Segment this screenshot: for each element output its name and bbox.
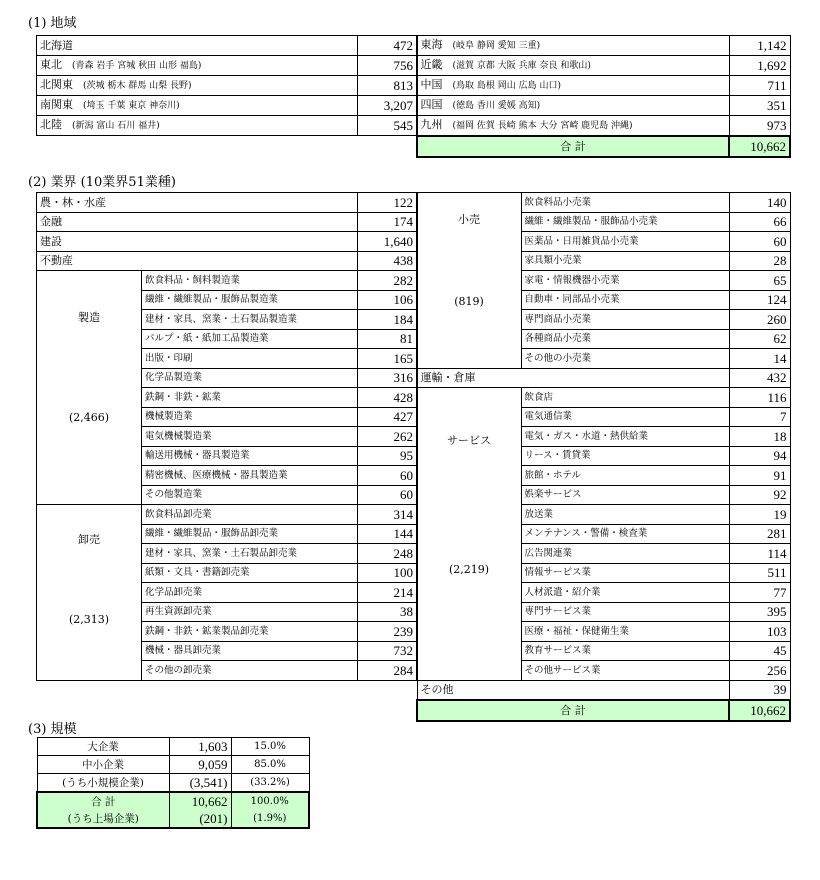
region-value: 3,207 <box>358 95 417 115</box>
region-right-row <box>417 56 790 76</box>
industry-table-right <box>416 192 791 722</box>
region-left-row <box>37 95 417 115</box>
region-right-label-cell <box>417 56 729 76</box>
region-value: 973 <box>729 116 790 137</box>
industry-value: 256 <box>729 661 790 681</box>
region-left-label-cell <box>37 55 358 75</box>
industry-subcategory: 自動車・同部品小売業 <box>521 290 729 310</box>
industry-value: 60 <box>358 485 417 505</box>
region-left-label-cell <box>37 36 358 56</box>
industry-value: 103 <box>729 622 790 642</box>
industry-subcategory: その他の卸売業 <box>142 661 358 681</box>
industry-value: 1,640 <box>358 232 417 252</box>
region-prefectures: (福岡 佐賀 長崎 熊本 大分 宮崎 鹿児島 沖縄) <box>452 121 633 131</box>
region-left-label-cell <box>37 95 358 115</box>
region-value: 545 <box>358 115 417 135</box>
industry-value: 114 <box>729 544 790 564</box>
industry-subcategory: 繊維・繊維製品・服飾品製造業 <box>142 290 358 310</box>
region-prefectures: (青森 岩手 宮城 秋田 山形 福島) <box>72 60 202 71</box>
industry-subcategory: 各種商品小売業 <box>521 329 729 349</box>
manufacturing-group-count: (2,466) <box>68 411 110 424</box>
industry-subcategory: 繊維・繊維製品・服飾品卸売業 <box>142 524 358 544</box>
section2-title: (2) 業界 (10業界51業種) <box>28 175 176 190</box>
industry-name: 建設 <box>37 232 358 252</box>
industry-value: 732 <box>358 641 417 661</box>
other-name: その他 <box>417 680 729 700</box>
region-name: 九州 <box>420 118 443 131</box>
industry-value: 174 <box>358 212 417 232</box>
region-name: 東海 <box>420 38 443 51</box>
region-prefectures: (岐阜 静岡 愛知 三重) <box>452 41 541 51</box>
industry-value: 140 <box>729 193 790 213</box>
region-table-right <box>416 35 791 158</box>
scale-row-large <box>37 738 309 756</box>
industry-value: 395 <box>729 602 790 622</box>
region-total-row <box>417 136 790 157</box>
industry-value: 122 <box>358 193 417 213</box>
industry-value: 260 <box>729 310 790 330</box>
region-value: 1,692 <box>729 56 790 76</box>
region-name: 南関東 <box>40 97 73 111</box>
industry-subcategory: 情報サービス業 <box>521 563 729 583</box>
industry-subcategory: 娯楽サービス <box>521 485 729 505</box>
section1-title: (1) 地域 <box>28 16 77 31</box>
region-prefectures: (埼玉 千葉 東京 神奈川) <box>83 100 180 111</box>
industry-value: 106 <box>358 290 417 310</box>
scale-large-pct: 15.0% <box>231 738 309 756</box>
region-prefectures: (鳥取 島根 岡山 広島 山口) <box>452 81 561 91</box>
industry-subcategory: 鉄鋼・非鉄・鉱業製品卸売業 <box>142 622 358 642</box>
industry-value: 18 <box>729 427 790 447</box>
region-left-row <box>37 36 417 56</box>
industry-value: 60 <box>358 466 417 486</box>
industry-subcategory: 飲食料品小売業 <box>521 193 729 213</box>
industry-subcategory: 化学品卸売業 <box>142 583 358 603</box>
industry-subcategory: 広告関連業 <box>521 544 729 564</box>
industry-value: 438 <box>358 251 417 271</box>
transport-value: 432 <box>729 368 790 388</box>
manufacturing-group-cell <box>37 271 142 505</box>
industry-subcategory: 繊維・繊維製品・服飾品小売業 <box>521 212 729 232</box>
industry-subcategory: 電気通信業 <box>521 407 729 427</box>
industry-value: 281 <box>729 524 790 544</box>
industry-value: 91 <box>729 466 790 486</box>
other-row <box>417 680 790 700</box>
industry-value: 184 <box>358 310 417 330</box>
industry-value: 282 <box>358 271 417 291</box>
region-left-label-cell <box>37 75 358 95</box>
industry-subcategory: 飲食料品・飼料製造業 <box>142 271 358 291</box>
region-right-row <box>417 96 790 116</box>
region-value: 351 <box>729 96 790 116</box>
industry-value: 284 <box>358 661 417 681</box>
industry-total-value: 10,662 <box>729 700 790 721</box>
industry-value: 428 <box>358 388 417 408</box>
industry-subcategory: 出版・印刷 <box>142 349 358 369</box>
industry-value: 94 <box>729 446 790 466</box>
wholesale-group-count: (2,313) <box>68 613 110 626</box>
transport-name: 運輸・倉庫 <box>417 368 729 388</box>
industry-value: 314 <box>358 505 417 525</box>
services-group-cell <box>417 388 521 681</box>
industry-subcategory: 飲食料品卸売業 <box>142 505 358 525</box>
scale-small-value: (3,541) <box>169 774 231 793</box>
services-row <box>417 388 790 408</box>
industry-name: 不動産 <box>37 251 358 271</box>
industry-row <box>37 193 417 213</box>
section3-title: (3) 規模 <box>28 722 77 737</box>
industry-subcategory: 人材派遣・紹介業 <box>521 583 729 603</box>
industry-row <box>37 232 417 252</box>
wholesale-group-cell <box>37 505 142 681</box>
scale-table <box>36 737 310 829</box>
region-table-left <box>36 35 417 136</box>
scale-total-value: 10,662 <box>169 792 231 810</box>
industry-name: 農・林・水産 <box>37 193 358 213</box>
retail-group-name: 小売 <box>458 213 480 226</box>
industry-value: 81 <box>358 329 417 349</box>
industry-subcategory: 化学品製造業 <box>142 368 358 388</box>
scale-listed-row <box>37 810 309 828</box>
industry-value: 7 <box>729 407 790 427</box>
industry-subcategory: 医療・福祉・保健衛生業 <box>521 622 729 642</box>
industry-subcategory: 医薬品・日用雑貨品小売業 <box>521 232 729 252</box>
industry-value: 511 <box>729 563 790 583</box>
region-left-row <box>37 75 417 95</box>
industry-value: 19 <box>729 505 790 525</box>
retail-row <box>417 193 790 213</box>
industry-value: 60 <box>729 232 790 252</box>
industry-subcategory: リース・賃貸業 <box>521 446 729 466</box>
industry-subcategory: その他サービス業 <box>521 661 729 681</box>
industry-subcategory: 教育サービス業 <box>521 641 729 661</box>
region-left-row <box>37 115 417 135</box>
region-right-row <box>417 116 790 137</box>
industry-name: 金融 <box>37 212 358 232</box>
scale-listed-pct: (1.9%) <box>231 810 309 828</box>
region-right-row <box>417 36 790 56</box>
industry-subcategory: 電気機械製造業 <box>142 427 358 447</box>
region-name: 近畿 <box>420 58 443 71</box>
industry-subcategory: 放送業 <box>521 505 729 525</box>
region-right-label-cell <box>417 76 729 96</box>
industry-subcategory: 専門サービス業 <box>521 602 729 622</box>
industry-value: 262 <box>358 427 417 447</box>
scale-sme-label: 中小企業 <box>37 756 169 774</box>
industry-subcategory: メンテナンス・警備・検査業 <box>521 524 729 544</box>
industry-subcategory: 専門商品小売業 <box>521 310 729 330</box>
scale-listed-label: (うち上場企業) <box>37 810 169 828</box>
scale-row-small <box>37 774 309 793</box>
industry-value: 248 <box>358 544 417 564</box>
industry-subcategory: 機械製造業 <box>142 407 358 427</box>
retail-group-cell <box>417 193 521 369</box>
scale-total-row <box>37 792 309 810</box>
industry-value: 45 <box>729 641 790 661</box>
region-name: 四国 <box>420 98 443 111</box>
scale-sme-value: 9,059 <box>169 756 231 774</box>
industry-subcategory: 鉄鋼・非鉄・鉱業 <box>142 388 358 408</box>
region-prefectures: (徳島 香川 愛媛 高知) <box>452 101 541 111</box>
industry-subcategory: 紙類・文具・書籍卸売業 <box>142 563 358 583</box>
industry-value: 14 <box>729 349 790 369</box>
region-name: 北陸 <box>40 117 62 131</box>
industry-table-left <box>36 192 417 681</box>
services-group-name: サービス <box>447 434 491 447</box>
industry-subcategory: 再生資源卸売業 <box>142 602 358 622</box>
region-name: 北海道 <box>40 38 73 52</box>
industry-subcategory: その他の小売業 <box>521 349 729 369</box>
region-name: 東北 <box>40 57 62 71</box>
industry-total-row <box>417 700 790 721</box>
industry-subcategory: 機械・器具卸売業 <box>142 641 358 661</box>
scale-row-sme <box>37 756 309 774</box>
scale-listed-value: (201) <box>169 810 231 828</box>
region-value: 1,142 <box>729 36 790 56</box>
industry-value: 427 <box>358 407 417 427</box>
region-right-label-cell <box>417 116 729 137</box>
region-value: 711 <box>729 76 790 96</box>
region-value: 756 <box>358 55 417 75</box>
industry-value: 28 <box>729 251 790 271</box>
scale-large-value: 1,603 <box>169 738 231 756</box>
region-right-row <box>417 76 790 96</box>
industry-value: 66 <box>729 212 790 232</box>
industry-value: 95 <box>358 446 417 466</box>
wholesale-group-name: 卸売 <box>78 533 100 546</box>
industry-value: 144 <box>358 524 417 544</box>
industry-subcategory: パルプ・紙・紙加工品製造業 <box>142 329 358 349</box>
industry-value: 214 <box>358 583 417 603</box>
industry-value: 62 <box>729 329 790 349</box>
region-name: 中国 <box>420 78 443 91</box>
region-value: 813 <box>358 75 417 95</box>
industry-value: 77 <box>729 583 790 603</box>
wholesale-row <box>37 505 417 525</box>
scale-small-label: (うち小規模企業) <box>37 774 169 793</box>
industry-total-label: 合 計 <box>417 700 729 721</box>
industry-value: 38 <box>358 602 417 622</box>
other-value: 39 <box>729 680 790 700</box>
region-total-label: 合 計 <box>417 136 729 157</box>
region-prefectures: (茨城 栃木 群馬 山梨 長野) <box>83 80 192 91</box>
region-prefectures: (滋賀 京都 大阪 兵庫 奈良 和歌山) <box>452 61 591 71</box>
region-name: 北関東 <box>40 77 73 91</box>
industry-subcategory: その他製造業 <box>142 485 358 505</box>
industry-subcategory: 家具類小売業 <box>521 251 729 271</box>
region-right-label-cell <box>417 96 729 116</box>
region-prefectures: (新潟 富山 石川 福井) <box>72 120 160 131</box>
industry-value: 165 <box>358 349 417 369</box>
services-group-count: (2,219) <box>448 563 490 576</box>
industry-subcategory: 建材・家具、窯業・土石製品製造業 <box>142 310 358 330</box>
industry-subcategory: 家電・情報機器小売業 <box>521 271 729 291</box>
industry-subcategory: 精密機械、医療機械・器具製造業 <box>142 466 358 486</box>
region-value: 472 <box>358 36 417 56</box>
industry-value: 116 <box>729 388 790 408</box>
scale-small-pct: (33.2%) <box>231 774 309 793</box>
industry-value: 239 <box>358 622 417 642</box>
industry-row <box>37 212 417 232</box>
region-left-label-cell <box>37 115 358 135</box>
industry-subcategory: 輸送用機械・器具製造業 <box>142 446 358 466</box>
industry-row <box>37 251 417 271</box>
region-left-row <box>37 55 417 75</box>
industry-value: 92 <box>729 485 790 505</box>
region-total-value: 10,662 <box>729 136 790 157</box>
scale-sme-pct: 85.0% <box>231 756 309 774</box>
industry-subcategory: 飲食店 <box>521 388 729 408</box>
industry-value: 124 <box>729 290 790 310</box>
industry-value: 316 <box>358 368 417 388</box>
transport-row <box>417 368 790 388</box>
retail-group-count: (819) <box>454 295 484 308</box>
manufacturing-group-name: 製造 <box>78 311 100 324</box>
scale-total-pct: 100.0% <box>231 792 309 810</box>
scale-total-label: 合 計 <box>37 792 169 810</box>
manufacturing-row <box>37 271 417 291</box>
industry-subcategory: 旅館・ホテル <box>521 466 729 486</box>
industry-value: 65 <box>729 271 790 291</box>
region-right-label-cell <box>417 36 729 56</box>
industry-value: 100 <box>358 563 417 583</box>
industry-subcategory: 建材・家具、窯業・土石製品卸売業 <box>142 544 358 564</box>
industry-subcategory: 電気・ガス・水道・熱供給業 <box>521 427 729 447</box>
scale-large-label: 大企業 <box>37 738 169 756</box>
